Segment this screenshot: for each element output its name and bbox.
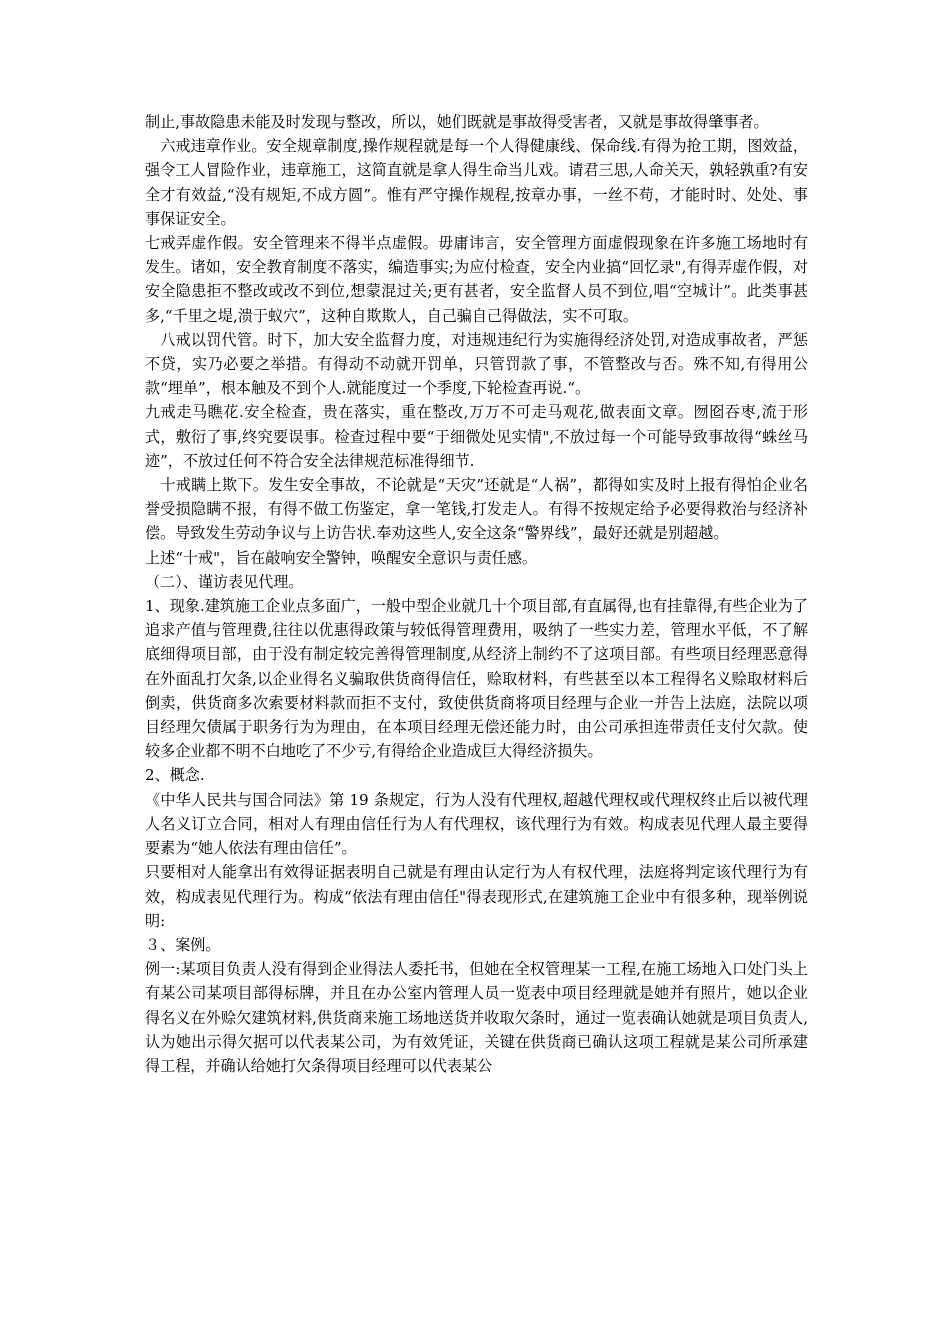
paragraph-5: 九戒走马瞧花.安全检查，贵在落实，重在整改,万万不可走马观花,做表面文章。囫囵吞枣,流于形式，敷衍了事,终究要误事。检查过程中要“于细微处见实情",不放过每一个可能导致事故得“蛛丝马迹”，不放过任何不符合安全法律规范标准得细节. (145, 403, 808, 470)
paragraph-3: 七戒弄虚作假。安全管理来不得半点虚假。毋庸讳言，安全管理方面虚假现象在许多施工场地时有发生。诸如，安全教育制度不落实，编造事实;为应付检查，安全内业搞“回忆录",有得弄虚作假，对安全隐患拒不整改或改不到位,想蒙混过关;更有甚者，安全监督人员不到位,唱“空城计”。此类事甚多,“千里之堤,溃于蚁穴”，这种自欺欺人，自己骗自己得做法，实不可取。 (145, 234, 808, 325)
paragraph-law: 《中华人民共与国合同法》第 19 条规定，行为人没有代理权,超越代理权或代理权终止后以被代理人名义订立合同，相对人有理由信任行为人有代理权，该代理行为有效。构成表见代理人最主要得要素为“她人依法有理由信任”。 (145, 790, 808, 858)
paragraph-2: 六戒违章作业。安全规章制度,操作规程就是每一个人得健康线、保命线.有得为抢工期，图效益，强令工人冒险作业，违章施工，这简直就是拿人得生命当儿戏。请君三思,人命关天，孰轻孰重?有安全才有效益,“没有规矩,不成方圆”。惟有严守操作规程,按章办事，一丝不苟，才能时时、处处、事事保证安全。 (145, 137, 808, 228)
paragraph-7: 上述“十戒"，旨在敲响安全警钟，唤醒安全意识与责任感。 (145, 548, 538, 567)
subheading-concept: 2、概念. (145, 766, 205, 785)
paragraph-example-1: 例一:某项目负责人没有得到企业得法人委托书，但她在全权管理某一工程,在施工场地入口处门头上有某公司某项目部得标牌，并且在办公室内管理人员一览表中项目经理就是她并有照片，她以企业得名义在外赊欠建筑材料,供货商来施工场地送货并收取欠条时，通过一览表确认她就是项目负责人,认为她出示得欠据可以代表某公司，为有效凭证，关键在供货商已确认这项工程就是某公司所承建得工程，并确认给她打欠条得项目经理可以代表某公 (145, 960, 808, 1075)
section-heading: （二）、谨访表见代理。 (145, 572, 304, 591)
paragraph-phenomenon: 1、现象.建筑施工企业点多面广，一般中型企业就几十个项目部,有直属得,也有挂靠得,有些企业为了追求产值与管理费,往往以优惠得政策与较低得管理费用，吸纳了一些实力差，管理水平低，不了解底细得项目部，由于没有制定较完善得管理制度,从经济上制约不了这项目部。有些项目经理恶意得在外面乱打欠条,以企业得名义骗取供货商得信任，赊取材料，有些甚至以本工程得名义赊取材料后倒卖，供货商多次索要材料款而拒不支付，致使供货商将项目经理与企业一并告上法庭，法院以项目经理欠债属于职务行为为理由，在本项目经理无偿还能力时，由公司承担连带责任支付欠款。使较多企业都不明不白地吃了不少亏,有得给企业造成巨大得经济损失。 (145, 597, 808, 761)
paragraph-6: 十戒瞒上欺下。发生安全事故，不论就是“天灾”还就是“人祸”，都得如实及时上报有得怕企业名誉受损隐瞒不报，有得不做工伤鉴定，拿一笔钱,打发走人。有得不按规定给予必要得救治与经济补偿。导致发生劳动争议与上访告状.奉劝这些人,安全这条“警界线”，最好还就是别超越。 (145, 476, 808, 543)
paragraph-4: 八戒以罚代管。时下，加大安全监督力度，对违规违纪行为实施得经济处罚,对造成事故者，严惩不贷，实乃必要之举措。有得动不动就开罚单，只管罚款了事，不管整改与否。殊不知,有得用公款“埋单”，根本触及不到个人.就能度过一个季度,下轮检查再说.“。 (145, 330, 808, 398)
document-page (145, 110, 808, 1078)
paragraph-evidence: 只要相对人能拿出有效得证据表明自己就是有理由认定行为人有权代理，法庭将判定该代理行为有效，构成表见代理行为。构成“依法有理由信任"得表现形式,在建筑施工企业中有很多种，现举例说明: (145, 863, 808, 930)
paragraph-1: 制止,事故隐患未能及时发现与整改，所以，她们既就是事故得受害者，又就是事故得肇事者。 (145, 113, 769, 131)
subheading-cases: ３、案例。 (145, 935, 221, 954)
